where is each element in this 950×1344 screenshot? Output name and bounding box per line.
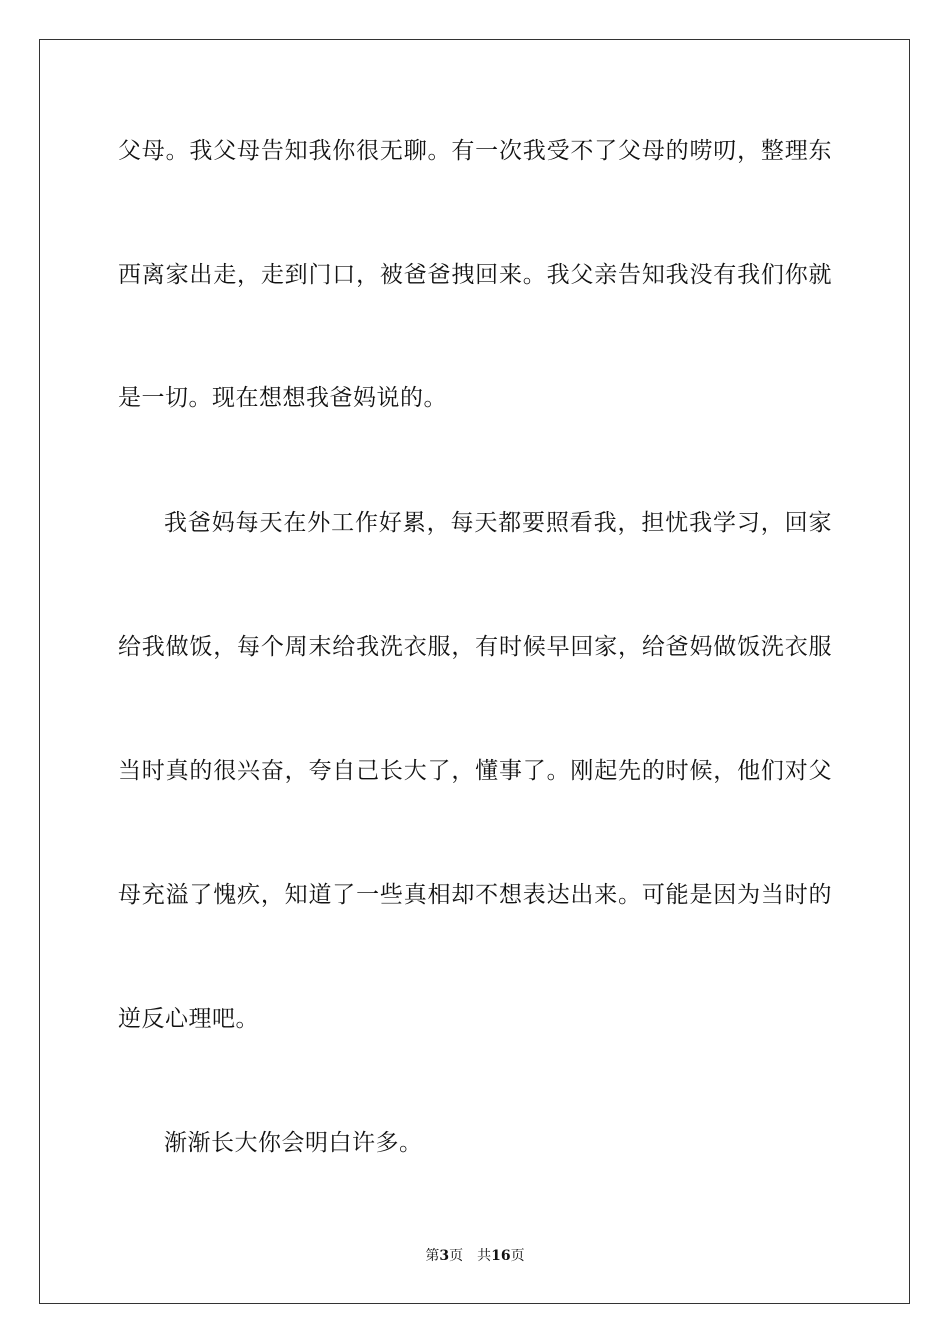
paragraph-line: 西离家出走，走到门口，被爸爸拽回来。我父亲告知我没有我们你就 bbox=[118, 262, 832, 288]
paragraph-line: 母充溢了愧疚，知道了一些真相却不想表达出来。可能是因为当时的 bbox=[118, 882, 832, 908]
total-pages: 16 bbox=[491, 1248, 511, 1264]
paragraph-line: 是一切。现在想想我爸妈说的。 bbox=[118, 385, 447, 411]
page-number: 3 bbox=[439, 1248, 450, 1264]
page-border bbox=[39, 39, 910, 1304]
paragraph-line: 我爸妈每天在外工作好累，每天都要照看我，担忧我学习，回家 bbox=[164, 510, 832, 536]
paragraph-line: 当时真的很兴奋，夸自己长大了，懂事了。刚起先的时候，他们对父 bbox=[118, 758, 832, 784]
page-prefix: 第 bbox=[425, 1248, 440, 1264]
total-prefix: 共 bbox=[477, 1248, 492, 1264]
paragraph-line: 父母。我父母告知我你很无聊。有一次我受不了父母的唠叨，整理东 bbox=[118, 138, 832, 164]
page-suffix: 页 bbox=[449, 1248, 464, 1264]
paragraph-line: 给我做饭，每个周末给我洗衣服，有时候早回家，给爸妈做饭洗衣服 bbox=[118, 634, 832, 660]
paragraph-line: 逆反心理吧。 bbox=[118, 1006, 259, 1032]
paragraph-line: 渐渐长大你会明白许多。 bbox=[164, 1130, 423, 1156]
page-footer bbox=[0, 1246, 950, 1266]
total-suffix: 页 bbox=[510, 1248, 525, 1264]
